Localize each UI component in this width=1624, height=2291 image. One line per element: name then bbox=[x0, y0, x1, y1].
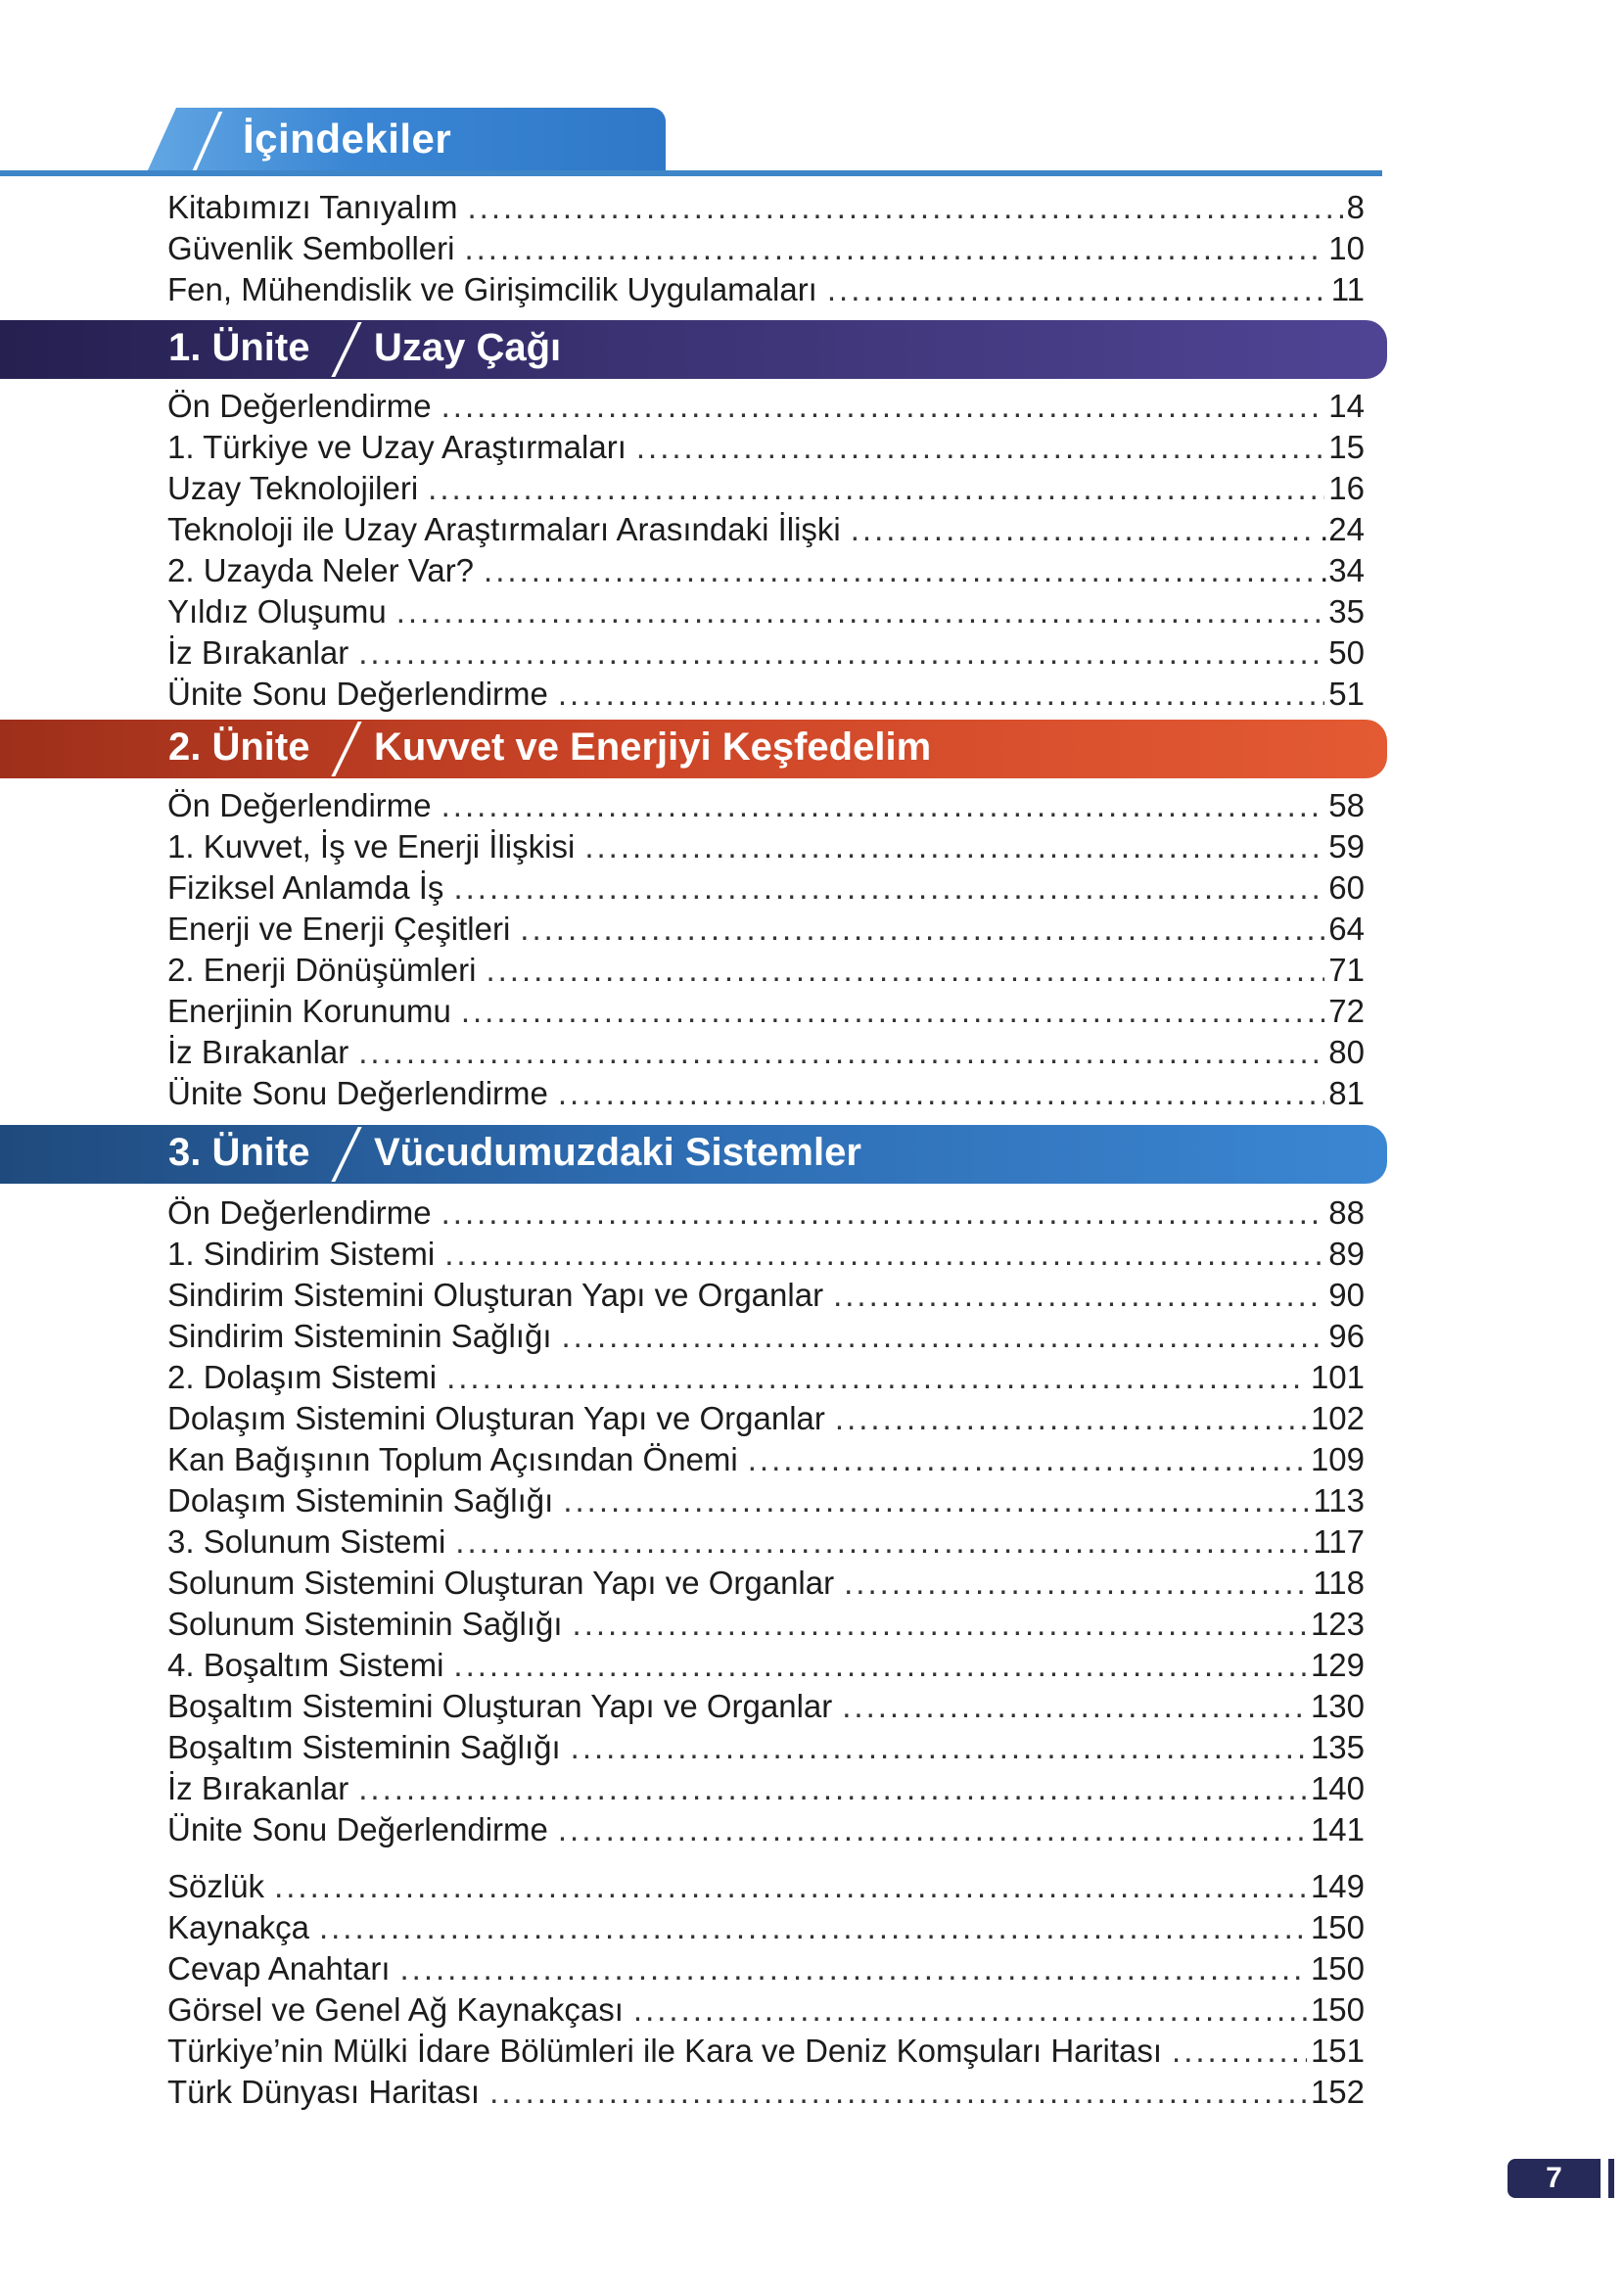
toc-entry-label: Cevap Anahtarı bbox=[167, 1950, 391, 1987]
toc-entry-label: 1. Kuvvet, İş ve Enerji İlişkisi bbox=[167, 828, 576, 865]
toc-entry-page: 150 bbox=[1310, 1909, 1365, 1945]
dot-leader bbox=[842, 1687, 1307, 1726]
unit-title: Uzay Çağı bbox=[374, 326, 562, 369]
toc-entry-page: 72 bbox=[1328, 993, 1365, 1029]
toc-entry[interactable] bbox=[167, 951, 1365, 990]
dot-leader bbox=[558, 675, 1324, 714]
dot-leader bbox=[453, 868, 1324, 908]
toc-entry-page: 81 bbox=[1328, 1075, 1365, 1111]
toc-entry[interactable] bbox=[167, 2073, 1365, 2112]
dot-leader bbox=[558, 1074, 1324, 1113]
dot-leader bbox=[358, 1769, 1307, 1808]
dot-leader bbox=[563, 1481, 1309, 1520]
unit-number: 3. Ünite bbox=[168, 1131, 310, 1174]
unit-3-banner[interactable] bbox=[0, 1125, 1387, 1184]
dot-leader bbox=[835, 1399, 1307, 1438]
toc-entry-label: Kitabımızı Tanıyalım bbox=[167, 189, 458, 225]
toc-entry[interactable] bbox=[167, 1564, 1365, 1603]
toc-entry-page: 96 bbox=[1328, 1318, 1365, 1354]
toc-entry-page: 90 bbox=[1328, 1277, 1365, 1313]
toc-entry[interactable] bbox=[167, 1074, 1365, 1113]
toc-entry[interactable] bbox=[167, 1810, 1365, 1849]
toc-entry-page: 10 bbox=[1328, 230, 1365, 266]
toc-entry-label: Ön Değerlendirme bbox=[167, 787, 432, 823]
toc-entry-label: 1. Sindirim Sistemi bbox=[167, 1236, 436, 1272]
toc-entry-page: 71 bbox=[1328, 952, 1365, 988]
unit-number: 1. Ünite bbox=[168, 326, 310, 369]
unit-1-banner[interactable] bbox=[0, 320, 1387, 379]
toc-entry-label: Ön Değerlendirme bbox=[167, 1194, 432, 1231]
toc-entry-page: 118 bbox=[1313, 1565, 1365, 1601]
toc-entry-page: .34 bbox=[1320, 552, 1365, 588]
banner-slash-decoration bbox=[331, 1127, 361, 1182]
toc-entry[interactable] bbox=[167, 1908, 1365, 1947]
toc-entry-label: 4. Boşaltım Sistemi bbox=[167, 1647, 444, 1683]
toc-entry[interactable] bbox=[167, 1440, 1365, 1479]
toc-entry-page: 35 bbox=[1328, 593, 1365, 630]
dot-leader bbox=[464, 229, 1324, 268]
toc-entry-label: Sindirim Sisteminin Sağlığı bbox=[167, 1318, 552, 1354]
dot-leader bbox=[520, 910, 1324, 949]
dot-leader bbox=[489, 2073, 1307, 2112]
dot-leader bbox=[748, 1440, 1307, 1479]
dot-leader bbox=[441, 786, 1325, 825]
toc-header bbox=[0, 108, 1382, 176]
toc-entry[interactable] bbox=[167, 675, 1365, 714]
toc-entry-label: Enerji ve Enerji Çeşitleri bbox=[167, 911, 511, 947]
toc-entry[interactable] bbox=[167, 1990, 1365, 2030]
toc-entry[interactable] bbox=[167, 1317, 1365, 1356]
toc-entry-label: İz Bırakanlar bbox=[167, 1034, 349, 1070]
toc-entry-label: 2. Dolaşım Sistemi bbox=[167, 1359, 438, 1395]
toc-entry[interactable] bbox=[167, 1949, 1365, 1988]
toc-entry-label: Kaynakça bbox=[167, 1909, 309, 1945]
toc-entry[interactable] bbox=[167, 592, 1365, 631]
toc-entry-label: Dolaşım Sistemini Oluşturan Yapı ve Organlar bbox=[167, 1400, 825, 1436]
toc-entry-page: .24 bbox=[1320, 511, 1365, 547]
dot-leader bbox=[827, 270, 1327, 309]
toc-entry-label: 3. Solunum Sistemi bbox=[167, 1523, 446, 1560]
toc-entry[interactable] bbox=[167, 1687, 1365, 1726]
unit-title: Kuvvet ve Enerjiyi Keşfedelim bbox=[374, 725, 932, 769]
unit-2-banner[interactable] bbox=[0, 720, 1387, 778]
dot-leader bbox=[441, 387, 1325, 426]
toc-entry-page: 88 bbox=[1328, 1194, 1365, 1231]
toc-entry-label: Boşaltım Sistemini Oluşturan Yapı ve Organlar bbox=[167, 1688, 833, 1724]
toc-entry[interactable] bbox=[167, 1867, 1365, 1906]
toc-entry[interactable] bbox=[167, 827, 1365, 866]
dot-leader bbox=[486, 951, 1324, 990]
toc-entry-page: 117 bbox=[1313, 1523, 1365, 1560]
unit-title: Vücudumuzdaki Sistemler bbox=[374, 1131, 861, 1174]
dot-leader bbox=[851, 510, 1316, 549]
dot-leader bbox=[633, 1990, 1307, 2030]
dot-leader bbox=[446, 1358, 1307, 1397]
toc-entry-label: Güvenlik Sembolleri bbox=[167, 230, 455, 266]
toc-entry-page: 123 bbox=[1310, 1606, 1365, 1642]
toc-entry[interactable] bbox=[167, 1646, 1365, 1685]
toc-entry[interactable] bbox=[167, 992, 1365, 1031]
dot-leader bbox=[319, 1908, 1307, 1947]
toc-entry-label: Türkiye’nin Mülki İdare Bölümleri ile Kara ve Deniz Komşuları Haritası bbox=[167, 2033, 1163, 2069]
dot-leader bbox=[428, 469, 1324, 508]
toc-entry-page: 51 bbox=[1328, 676, 1365, 712]
toc-entry-label: Ünite Sonu Değerlendirme bbox=[167, 1075, 548, 1111]
dot-leader bbox=[571, 1728, 1307, 1767]
toc-entry[interactable] bbox=[167, 1358, 1365, 1397]
dot-leader bbox=[274, 1867, 1307, 1906]
toc-entry-label: Ünite Sonu Değerlendirme bbox=[167, 676, 548, 712]
page-number-edge-decoration bbox=[1608, 2159, 1614, 2198]
toc-entry-label: Ünite Sonu Değerlendirme bbox=[167, 1811, 548, 1847]
toc-entry-page: 113 bbox=[1313, 1482, 1365, 1519]
toc-entry-label: Türk Dünyası Haritası bbox=[167, 2074, 481, 2110]
dot-leader bbox=[562, 1317, 1325, 1356]
dot-leader bbox=[484, 551, 1316, 590]
toc-entry[interactable] bbox=[167, 469, 1365, 508]
toc-entry[interactable] bbox=[167, 1193, 1365, 1233]
toc-entry-page: 141 bbox=[1310, 1811, 1365, 1847]
toc-entry[interactable] bbox=[167, 1481, 1365, 1520]
toc-entry[interactable] bbox=[167, 1769, 1365, 1808]
dot-leader bbox=[833, 1276, 1324, 1315]
toc-entry-page: 64 bbox=[1328, 911, 1365, 947]
toc-entry[interactable] bbox=[167, 2032, 1365, 2071]
toc-entry-label: 1. Türkiye ve Uzay Araştırmaları bbox=[167, 429, 626, 465]
toc-entry-page: 89 bbox=[1328, 1236, 1365, 1272]
toc-entry-page: 15 bbox=[1328, 429, 1365, 465]
toc-entry-label: 2. Uzayda Neler Var? bbox=[167, 552, 475, 588]
toc-entry[interactable] bbox=[167, 188, 1365, 227]
toc-entry-page: 102 bbox=[1310, 1400, 1365, 1436]
toc-entry-page: 135 bbox=[1310, 1729, 1365, 1765]
toc-entry[interactable] bbox=[167, 633, 1365, 673]
toc-entry-label: 2. Enerji Dönüşümleri bbox=[167, 952, 477, 988]
toc-entry-page: 59 bbox=[1328, 828, 1365, 865]
toc-entry[interactable] bbox=[167, 1522, 1365, 1562]
toc-entry-page: 130 bbox=[1310, 1688, 1365, 1724]
toc-entry-label: Enerjinin Korunumu bbox=[167, 993, 451, 1029]
toc-entry[interactable] bbox=[167, 1033, 1365, 1072]
banner-slash-decoration bbox=[331, 322, 361, 377]
toc-entry-page: 60 bbox=[1328, 869, 1365, 906]
toc-entry-page: 152 bbox=[1310, 2074, 1365, 2110]
toc-entry-label: Boşaltım Sisteminin Sağlığı bbox=[167, 1729, 561, 1765]
toc-entry-label: Teknoloji ile Uzay Araştırmaları Arasındaki İlişki bbox=[167, 511, 841, 547]
toc-entry-page: 109 bbox=[1310, 1441, 1365, 1477]
toc-entry[interactable] bbox=[167, 910, 1365, 949]
toc-entry-label: Solunum Sistemini Oluşturan Yapı ve Organlar bbox=[167, 1565, 835, 1601]
toc-entry-label: Solunum Sisteminin Sağlığı bbox=[167, 1606, 563, 1642]
toc-entry-page: 11 bbox=[1330, 271, 1365, 307]
toc-entry-label: Fen, Mühendislik ve Girişimcilik Uygulamaları bbox=[167, 271, 817, 307]
dot-leader bbox=[358, 633, 1324, 673]
dot-leader bbox=[468, 188, 1343, 227]
dot-leader bbox=[558, 1810, 1307, 1849]
page-number: 7 bbox=[1508, 2159, 1601, 2198]
toc-entry-page: 151 bbox=[1310, 2033, 1365, 2069]
dot-leader bbox=[444, 1235, 1324, 1274]
dot-leader bbox=[461, 992, 1324, 1031]
toc-entry[interactable] bbox=[167, 270, 1365, 309]
dot-leader bbox=[584, 827, 1324, 866]
toc-entry-label: İz Bırakanlar bbox=[167, 1770, 349, 1806]
toc-entry[interactable] bbox=[167, 510, 1365, 549]
toc-entry-page: 80 bbox=[1328, 1034, 1365, 1070]
toc-entry[interactable] bbox=[167, 868, 1365, 908]
unit-number: 2. Ünite bbox=[168, 725, 310, 769]
banner-slash-decoration bbox=[331, 722, 361, 776]
toc-entry-page: 149 bbox=[1310, 1868, 1365, 1904]
toc-entry[interactable] bbox=[167, 387, 1365, 426]
dot-leader bbox=[1172, 2032, 1307, 2071]
toc-entry-page: 58 bbox=[1328, 787, 1365, 823]
toc-entry[interactable] bbox=[167, 786, 1365, 825]
toc-entry-label: İz Bırakanlar bbox=[167, 634, 349, 671]
dot-leader bbox=[455, 1522, 1309, 1562]
toc-entry-label: Fiziksel Anlamda İş bbox=[167, 869, 444, 906]
toc-entry-page: 14 bbox=[1328, 388, 1365, 424]
toc-entry-label: Ön Değerlendirme bbox=[167, 388, 432, 424]
toc-entry-label: Yıldız Oluşumu bbox=[167, 593, 387, 630]
toc-entry[interactable] bbox=[167, 428, 1365, 467]
toc-entry-page: 129 bbox=[1310, 1647, 1365, 1683]
toc-entry-page: 150 bbox=[1310, 1991, 1365, 2028]
dot-leader bbox=[573, 1605, 1307, 1644]
toc-entry-label: Uzay Teknolojileri bbox=[167, 470, 419, 506]
dot-leader bbox=[396, 592, 1325, 631]
toc-entry[interactable] bbox=[167, 1235, 1365, 1274]
header-underline bbox=[0, 170, 1382, 176]
toc-entry-page: 16 bbox=[1328, 470, 1365, 506]
dot-leader bbox=[453, 1646, 1307, 1685]
toc-entry-page: 8 bbox=[1346, 189, 1365, 225]
toc-entry[interactable] bbox=[167, 1728, 1365, 1767]
toc-entry-label: Görsel ve Genel Ağ Kaynakçası bbox=[167, 1991, 624, 2028]
toc-entry[interactable] bbox=[167, 229, 1365, 268]
dot-leader bbox=[400, 1949, 1307, 1988]
toc-entry-page: 101 bbox=[1310, 1359, 1365, 1395]
toc-entry[interactable] bbox=[167, 1605, 1365, 1644]
toc-entry-label: Sözlük bbox=[167, 1868, 265, 1904]
toc-entry-page: 50 bbox=[1328, 634, 1365, 671]
dot-leader bbox=[441, 1193, 1325, 1233]
toc-entry[interactable] bbox=[167, 1399, 1365, 1438]
dot-leader bbox=[358, 1033, 1324, 1072]
dot-leader bbox=[636, 428, 1324, 467]
toc-entry-label: Dolaşım Sisteminin Sağlığı bbox=[167, 1482, 554, 1519]
toc-entry-label: Sindirim Sistemini Oluşturan Yapı ve Organlar bbox=[167, 1277, 824, 1313]
toc-entry-page: 140 bbox=[1310, 1770, 1365, 1806]
page-title: İçindekiler bbox=[243, 116, 452, 162]
dot-leader bbox=[844, 1564, 1309, 1603]
toc-entry-label: Kan Bağışının Toplum Açısından Önemi bbox=[167, 1441, 738, 1477]
toc-entry-page: 150 bbox=[1310, 1950, 1365, 1987]
toc-entry[interactable] bbox=[167, 1276, 1365, 1315]
toc-entry[interactable] bbox=[167, 551, 1365, 590]
